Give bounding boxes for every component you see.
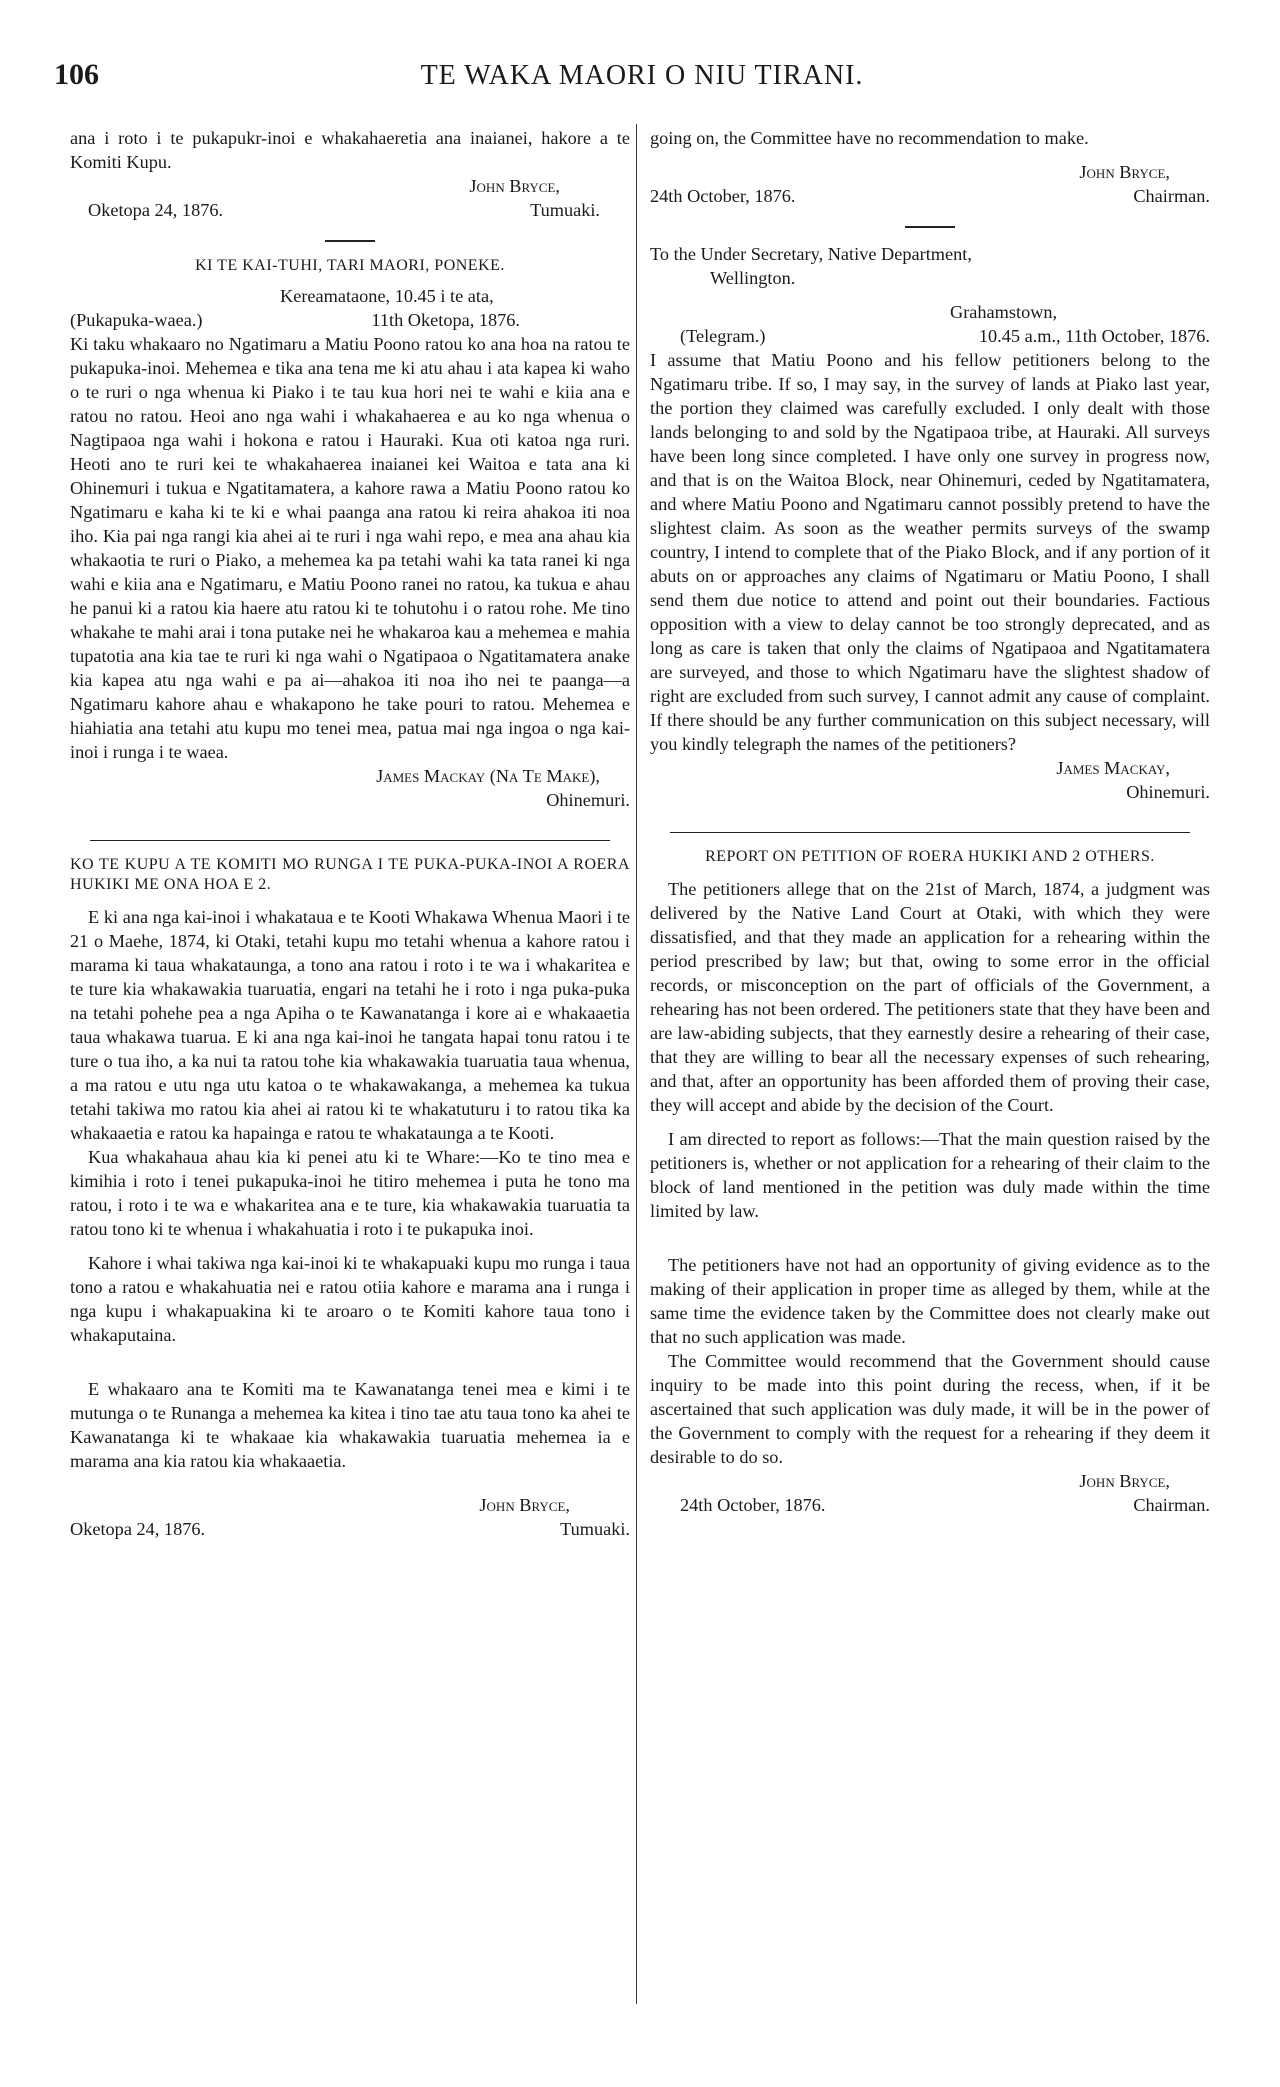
column-divider	[636, 124, 637, 2004]
page-header	[54, 58, 1230, 108]
left-intro-date: Oketopa 24, 1876.	[88, 200, 224, 220]
right-report-date: 24th October, 1876.	[680, 1495, 826, 1515]
right-report-p3: The petitioners have not had an opportunity of giving evidence as to the making of their application in proper time as alleged by them, while at the same time the evidence taken by the Committee does not clearly make out that no such application was made.	[650, 1255, 1210, 1347]
right-report-dateline	[650, 1493, 1210, 1517]
left-telegram-place2: Ohinemuri.	[546, 790, 630, 810]
right-report-p4: The Committee would recommend that the Government should cause inquiry to be made into this point during the recess, when, if it be ascertained that such application was duly made, it will be in the power of the Government to comply with the request for a rehearing if they deem it desirable to do so.	[650, 1351, 1210, 1467]
page-number: 106	[54, 58, 99, 91]
left-report-signer: John Bryce,	[479, 1495, 570, 1515]
left-telegram-body: Ki taku whakaaro no Ngatimaru a Matiu Poono ratou ko ana hoa na ratou te pukapuka-inoi. Mehemea e tika ana tena me ki atu ahau i ata kapea ki waho o te ruri o nga whenua ki Piako i te tau kua hori nei te wahi e kiia ana e ratou no ratou. Heoi ano nga wahi i whakahaerea e au ko nga whenua o Nagtipaoa nga wahi i hokona e ratou i Hauraki. Kua oti katoa nga ruri. Heoti ano te ruri kei te whakahaerea inaianei kei Waitoa e tata ana ki Ohinemuri i tukua e Ngatitamatera, a kahore rawa a Matiu Poono ratou ko Ngatimaru e kaha ki te ki e whai paanga ana ratou ki reira ahakoa iti noa iho. Kia pai nga rangi kia ahei ai te ruri i nga wahi repo, e mea ana ahau kia whakaotia te ruri o Piako, a mehemea ka pa tetahi wahi ka tata ranei ki nga wahi e kiia ana e Ngatimaru, e Matiu Poono ranei no ratou, ka tukua e ahau he panui ki a ratou kia haere atu ratou ki te tohutohu i o ratou rohe. Me tino whakahe te mahi arai i tona putake nei he whakaroa kau a mehemea e mahia tupatotia ana kia tae te ruri ki nga wahi o Ngatipaoa o Ngatitamatera anake kia kapea atu nga wahi e pa ai—ahakoa iti noa iho nei te paanga—a Ngatimaru kahore ahau e whakapono he take pouri to ratou. Mehemea e hiahiatia ana tetahi atu kupu mo tenei mea, patua mai nga ingoa o nga kai-inoi i runga i te waea.	[70, 334, 630, 762]
right-telegram-addressee2: Wellington.	[710, 268, 796, 288]
right-report-title: Chairman.	[1133, 1495, 1210, 1515]
right-telegram-signer: James Mackay,	[1056, 758, 1170, 778]
right-telegram-place: Grahamstown,	[950, 302, 1058, 322]
left-intro-signer: John Bryce,	[469, 176, 560, 196]
left-report-dateline	[70, 1517, 630, 1541]
section-rule	[325, 240, 375, 242]
section-rule-long	[670, 832, 1190, 833]
right-intro-signer: John Bryce,	[1079, 162, 1170, 182]
running-title: TE WAKA MAORI O NIU TIRANI.	[420, 60, 864, 91]
left-telegram-place: Kereamataone, 10.45 i te ata,	[280, 286, 494, 306]
section-rule-long	[90, 840, 610, 841]
left-telegram-label: (Pukapuka-waea.)	[70, 310, 203, 330]
right-column	[650, 126, 1210, 1517]
right-report-signer: John Bryce,	[1079, 1471, 1170, 1491]
right-telegram-place2: Ohinemuri.	[1126, 782, 1210, 802]
right-report-p1: The petitioners allege that on the 21st of March, 1874, a judgment was delivered by the Native Land Court at Otaki, with which they were dissatisfied, and that they made an application for a rehearing within the period prescribed by law; but that, owing to some error in the official records, or misconception on the part of officials of the Government, a rehearing has not been ordered. The petitioners state that they have been and are law-abiding subjects, that they earnestly desire a rehearing of their case, that they are willing to bear all the necessary expenses of such rehearing, and that, after an opportunity has been afforded them of proving their case, they will accept and abide by the decision of the Court.	[650, 879, 1210, 1115]
right-telegram-date: 10.45 a.m., 11th October, 1876.	[978, 326, 1210, 346]
right-report-heading: REPORT ON PETITION OF ROERA HUKIKI AND 2 OTHERS.	[705, 848, 1155, 865]
left-intro-dateline	[70, 198, 630, 222]
left-intro-text: ana i roto i te pukapukr-inoi e whakahaeretia ana inaianei, hakore a te Komiti Kupu.	[70, 128, 630, 172]
right-intro-dateline	[650, 184, 1210, 208]
left-telegram-signer: James Mackay (Na Te Make),	[376, 766, 600, 786]
left-telegram-date: 11th Oketopa, 1876.	[371, 310, 520, 330]
right-intro-date: 24th October, 1876.	[650, 186, 796, 206]
left-telegram-dateline	[70, 308, 630, 332]
left-report-heading: KO TE KUPU A TE KOMITI MO RUNGA I TE PUKA-PUKA-INOI A ROERA HUKIKI ME ONA HOA E 2.	[70, 856, 630, 893]
right-telegram-dateline	[650, 324, 1210, 348]
right-intro-text: going on, the Committee have no recommendation to make.	[650, 128, 1089, 148]
left-column	[70, 126, 630, 1541]
left-telegram-heading: KI TE KAI-TUHI, TARI MAORI, PONEKE.	[195, 257, 505, 274]
right-telegram-label: (Telegram.)	[680, 326, 766, 346]
left-report-p1: E ki ana nga kai-inoi i whakataua e te Kooti Whakawa Whenua Maori i te 21 o Maehe, 1874, ki Otaki, tetahi kupu mo tetahi whenua a kahore ratou i marama ki taua whakataunga, a tono ana ratou i roto i te wa i whakaritea e te ture kia whakawakia tuaruatia, engari na tetahi he i roto i nga puka-puka na tetahi pohehe pea a nga Apiha o te Kawanatanga i kore ai e whakaaetia taua whakawa tuarua. E ki ana nga kai-inoi he tangata hapai tonu ratou i te ture o tua iho, a ka nui ta ratou tohe kia whakawakia tuaruatia taua whenua, a ma ratou e utu nga utu katoa o te whakawakanga, a mehemea ka tukua tetahi takiwa mo ratou kia ahei ai ratou ki te whakatuturu i to ratou tika ka whakaaetia e ratou ka hapainga e ratou te whakataunga a te Kooti.	[70, 907, 630, 1143]
left-report-p2: Kua whakahaua ahau kia ki penei atu ki te Whare:—Ko te tino mea e kimihia i roto i tenei pukapuka-inoi he titiro mehemea i puta he tono ma ratou, i roto i te wa e whakaritea ana e te ture, kia whakawakia tuaruatia ta ratou tono ki te whenua i whakahuatia i roto i te pukapuka inoi.	[70, 1147, 630, 1239]
right-intro-title: Chairman.	[1133, 186, 1210, 206]
left-report-p4: E whakaaro ana te Komiti ma te Kawanatanga tenei mea e kimi i te mutunga o te Runanga a mehemea ka kitea i tino tae atu taua tono ka ahei te Kawanatanga ki te whakaae kia whakawakia tuaruatia mehemea ia e marama ana kia ratou kia whakaaetia.	[70, 1379, 630, 1471]
left-intro-title: Tumuaki.	[530, 200, 600, 220]
section-rule	[905, 226, 955, 228]
right-telegram-addressee: To the Under Secretary, Native Department,	[650, 244, 972, 264]
left-report-date: Oketopa 24, 1876.	[70, 1519, 206, 1539]
right-telegram-body: I assume that Matiu Poono and his fellow petitioners belong to the Ngatimaru tribe. If so, I may say, in the survey of lands at Piako last year, the portion they claimed was carefully excluded. I only dealt with those lands belonging to and sold by the Ngatipaoa tribe, at Hauraki. All surveys have been long since completed. I have only one survey in progress now, and that is on the Waitoa Block, near Ohinemuri, ceded by Ngatitamatera, and where Matiu Poono and Ngatimaru cannot possibly pretend to have the slightest claim. As soon as the weather permits surveys of the swamp country, I intend to complete that of the Piako Block, and if any portion of it abuts on or approaches any claims of Ngatimaru or Matiu Poono, I shall send them due notice to attend and point out their boundaries. Factious opposition with a view to delay cannot be too strongly deprecated, and as long as care is taken that only the claims of Ngatipaoa and Ngatitamatera are surveyed, and those to which Ngatimaru have the slightest shadow of right are excluded from such survey, I cannot admit any cause of complaint. If there should be any further communication on this subject necessary, will you kindly telegraph the names of the petitioners?	[650, 350, 1210, 754]
right-report-p2: I am directed to report as follows:—That the main question raised by the petitioners is, whether or not application for a rehearing of their claim to the block of land mentioned in the petition was duly made within the time limited by law.	[650, 1129, 1210, 1221]
left-report-title: Tumuaki.	[560, 1519, 630, 1539]
left-report-p3: Kahore i whai takiwa nga kai-inoi ki te whakapuaki kupu mo runga i taua tono a ratou e whakahuatia nei e ratou otiia kahore e marama ana i runga i nga kupu i whakapuakina ki te aroaro o te Komiti kahore taua tono i whakaputaina.	[70, 1253, 630, 1345]
